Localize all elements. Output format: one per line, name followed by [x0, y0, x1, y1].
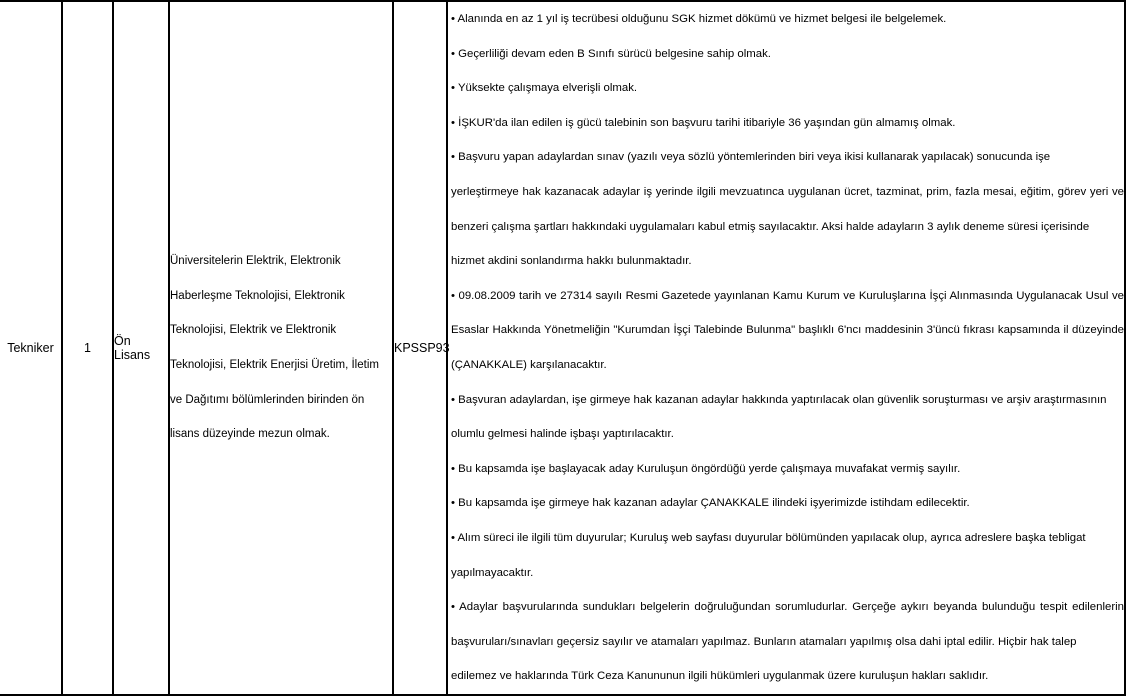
requirements-list — [447, 1, 1125, 695]
education-line: Teknolojisi, Elektrik Enerjisi Üretim, İletim — [170, 358, 379, 371]
requirement-line: • Bu kapsamda işe girmeye hak kazanan adaylar ÇANAKKALE ilindeki işyerimizde istihdam edilecektir. — [451, 497, 970, 510]
requirement-line: • Başvuru yapan adaylardan sınav (yazılı veya sözlü yöntemlerinden biri veya ikisi kullanarak yapılacak) sonucunda işe — [451, 151, 1051, 164]
exam-type: KPSSP93 — [393, 1, 447, 695]
requirement-line: • Yüksekte çalışmaya elverişli olmak. — [451, 82, 638, 95]
requirement-line: hizmet akdini sonlandırma hakkı bulunmaktadır. — [451, 255, 692, 268]
requirement-line: yapılmayacaktır. — [451, 566, 534, 579]
requirement-line: • 09.08.2009 tarih ve 27314 sayılı Resmi Gazetede yayınlanan Kamu Kurum ve Kuruluşlarına İşçi Alınmasında Uygulanacak Usul ve — [451, 289, 1124, 302]
requirement-line: • İŞKUR'da ilan edilen iş gücü talebinin son başvuru tarihi itibariyle 36 yaşından gün almamış olmak. — [451, 116, 956, 129]
education-line: Teknolojisi, Elektrik ve Elektronik — [170, 324, 337, 337]
requirement-line: benzeri çalışma şartları hakkındaki uygulamaları kabul etmiş sayılacaktır. Aksi halde adayların 3 aylık deneme süresi içerisinde — [451, 220, 1090, 233]
requirement-line: yerleştirmeye hak kazanacak adaylar iş yerinde ilgili mevzuatınca uygulanan ücret, tazminat, prim, fazla mesai, eğitim, görev yeri ve — [451, 185, 1124, 198]
education-requirement — [169, 1, 393, 695]
requirement-line: başvuruları/sınavları geçersiz sayılır ve atamaları yapılmaz. Bunların atamaları yapılmış olsa dahi iptal edilir. Hiçbir hak talep — [451, 635, 1077, 648]
education-line: ve Dağıtımı bölümlerinden birinden ön — [170, 393, 365, 406]
position-count: 1 — [62, 1, 113, 695]
education-line: Haberleşme Teknolojisi, Elektronik — [170, 289, 345, 302]
requirement-line: • Geçerliliği devam eden B Sınıfı sürücü belgesine sahip olmak. — [451, 47, 771, 60]
position-title: Tekniker — [0, 1, 62, 695]
requirement-line: • Alım süreci ile ilgili tüm duyurular; Kuruluş web sayfası duyurular bölümünden yapılacak olup, ayrıca adreslere başka tebligat — [451, 531, 1086, 544]
requirement-line: edilemez ve haklarında Türk Ceza Kanununun ilgili hükümleri uygulanmak üzere kuruluşun hakları saklıdır. — [451, 670, 989, 683]
requirement-line: olumlu gelmesi halinde işbaşı yaptırılacaktır. — [451, 428, 674, 441]
requirement-line: (ÇANAKKALE) karşılanacaktır. — [451, 358, 607, 371]
education-line: Üniversitelerin Elektrik, Elektronik — [170, 255, 341, 268]
requirement-line: Esaslar Hakkında Yönetmeliğin "Kurumdan İşçi Talebinde Bulunma" başlıklı 6'ncı maddesinin 3'üncü fıkrası kapsamında il düzeyinde — [451, 324, 1124, 337]
requirement-line: • Başvuran adaylardan, işe girmeye hak kazanan adaylar hakkında yaptırılacak olan güvenlik soruşturması ve arşiv araştırmasının — [451, 393, 1107, 406]
table-row — [0, 1, 1125, 695]
education-level: Ön Lisans — [113, 1, 169, 695]
education-line: lisans düzeyinde mezun olmak. — [170, 428, 330, 441]
requirement-line: • Adaylar başvurularında sundukları belgelerin doğruluğundan sorumludurlar. Gerçeğe aykırı beyanda bulunduğu tespit edilenlerin — [451, 601, 1124, 614]
requirement-line: • Bu kapsamda işe başlayacak aday Kuruluşun öngördüğü yerde çalışmaya muvafakat vermiş sayılır. — [451, 462, 961, 475]
requirement-line: • Alanında en az 1 yıl iş tecrübesi olduğunu SGK hizmet dökümü ve hizmet belgesi ile belgelemek. — [451, 13, 947, 25]
